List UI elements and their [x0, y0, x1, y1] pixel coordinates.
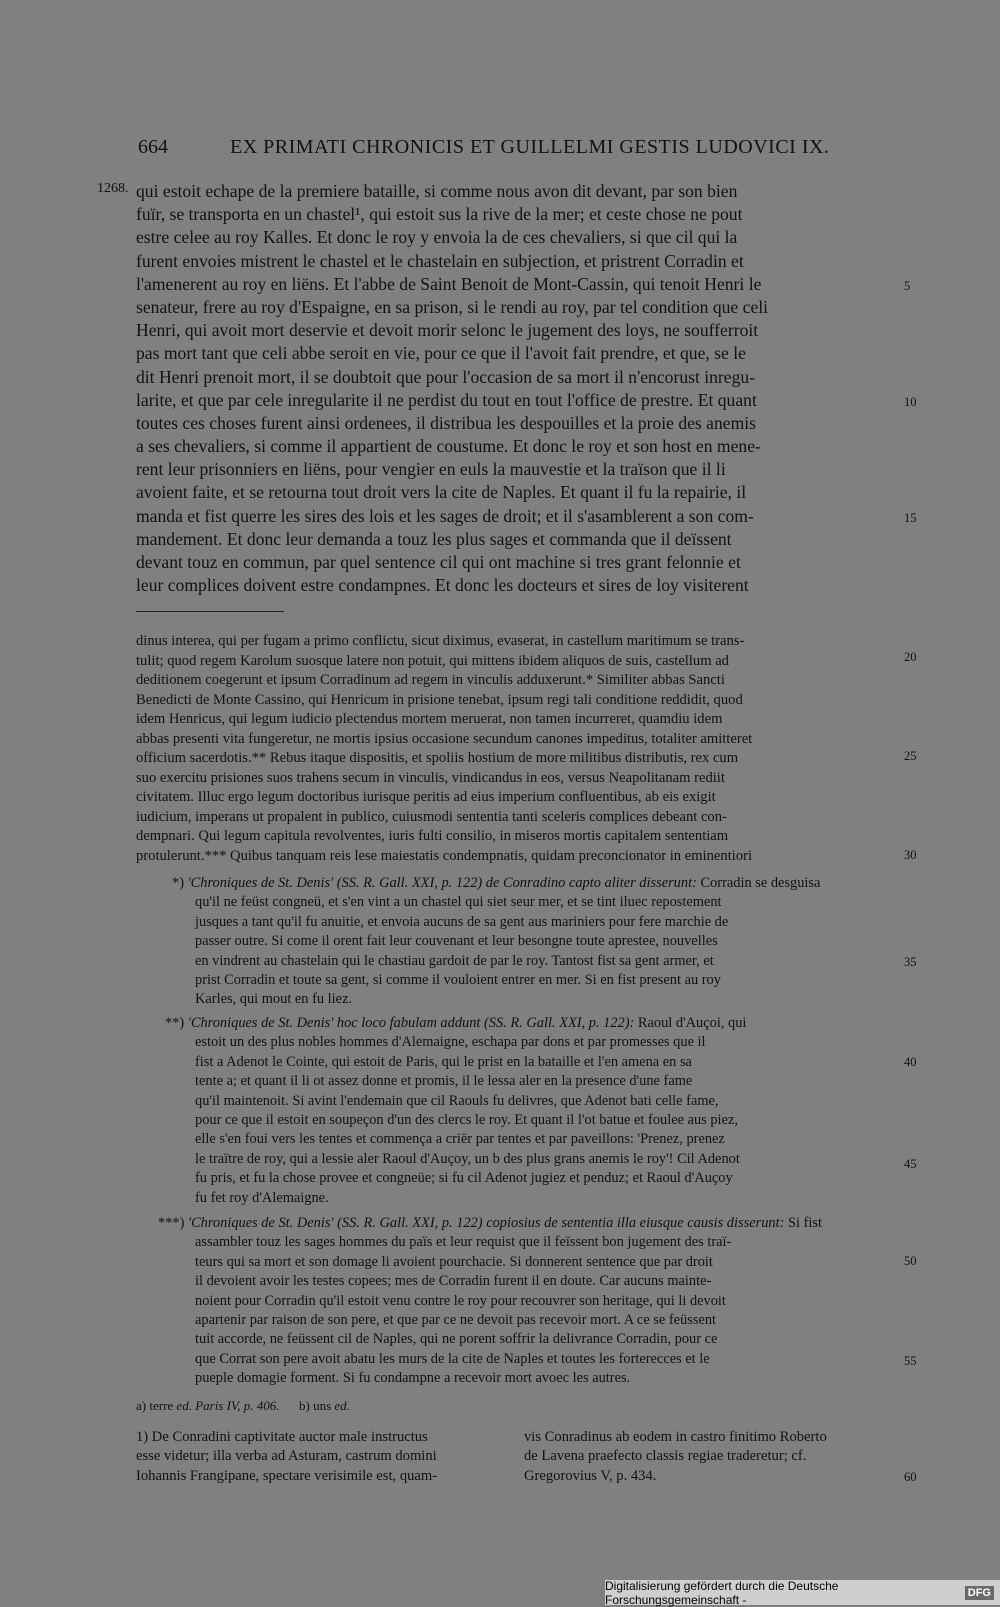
text-line: dempnari. Qui legum capitula revolventes, iuris fulti consilio, in miseros mortis capitalem sententiam [136, 828, 729, 844]
text-line: civitatem. Illuc ergo legum doctoribus iurisque peritis ad eius imperium confluentibus, ab eis exigit [136, 789, 716, 805]
footnote-1 [136, 874, 899, 1010]
footer-text: Digitalisierung gefördert durch die Deutsche Forschungsgemeinschaft - [605, 1578, 839, 1607]
text-line: vis Conradinus ab eodem in castro finitimo Roberto [524, 1429, 827, 1445]
line-number: 35 [904, 955, 917, 969]
text-line: 1) De Conradini captivitate auctor male instructus [136, 1429, 428, 1445]
dfg-logo: DFG [965, 1586, 994, 1600]
text-line: tuit accorde, ne feüssent cil de Naples, qui ne porent soffrir la delivrance Corradin, pour ce [195, 1331, 718, 1348]
text-line: avoient faite, et se retourna tout droit vers la cite de Naples. Et quant il fu la repairie, il [136, 482, 747, 503]
footnote-source: 'Chroniques de St. Denis' hoc loco fabulam addunt (SS. R. Gall. XXI, p. 122): [187, 1015, 635, 1031]
footnote-first-line [136, 1014, 899, 1033]
text-line: qu'il maintenoit. Si avint l'endemain que cil Raouls fu delivres, que Adenot bati celle fame, [195, 1092, 719, 1109]
running-title: EX PRIMATI CHRONICIS ET GUILLELMI GESTIS LUDOVICI IX. [230, 136, 830, 158]
line-number: 10 [904, 395, 917, 409]
variant-label: b) [298, 1398, 310, 1413]
text-line: elle s'en foui vers les tentes et commença a criër par tentes et par paveillons: 'Prenez, prenez [195, 1131, 725, 1148]
footnote-source: 'Chroniques de St. Denis' (SS. R. Gall. XXI, p. 122) de Conradino capto aliter disserunt: [187, 875, 697, 891]
line-number: 40 [904, 1055, 917, 1069]
latin-text [136, 632, 899, 866]
footnote-marker: **) [165, 1015, 185, 1031]
textual-variants [136, 1398, 350, 1414]
text-line: tente a; et quant il li ot assez donne et promis, il le lessa aler en la presence d'une fame [195, 1073, 693, 1090]
text-line: Benedicti de Monte Cassino, qui Henricum in prisione tenebat, ipsum regi tali conditione reddidit, quod [136, 691, 743, 708]
text-line: abbas presenti vita fungeretur, ne mortis ipsius occasione secundum canones impeditus, totaliter amitteret [136, 730, 753, 747]
separator-rule [136, 611, 284, 612]
text-line: idem Henricus, qui legum iudicio plectendus mortem meruerat, non tamen incurreret, quamdiu idem [136, 711, 723, 727]
text-line: estre celee au roy Kalles. Et donc le roy y envoia la de ces chevaliers, si que cil qui la [136, 227, 738, 248]
text-line: leur complices doivent estre condampnes. Et donc les docteurs et sires de loy visiterent [136, 575, 749, 596]
page-number: 664 [138, 136, 168, 158]
text-line: qui estoit echape de la premiere bataille, si comme nous avon dit devant, par son bien [136, 181, 738, 201]
footnote-text: Raoul d'Auçoi, qui [637, 1015, 747, 1031]
text-line: estoit un des plus nobles hommes d'Alemaigne, eschapa par dons et par promesses que il [195, 1034, 706, 1051]
footnote-marker: *) [172, 875, 184, 891]
text-line: senateur, frere au roy d'Espaigne, en sa prison, si le rendi au roy, par tel condition que celi [136, 296, 769, 317]
text-line: dit Henri prenoit mort, il se doubtoit que pour l'occasion de sa mort il n'encorust inregu- [136, 366, 756, 387]
footnote-text: Corradin se desguisa [700, 875, 821, 891]
text-line: fu pris, et fu la chose provee et congneüe; si fu cil Adenot jugiez et penduz; et Raoul d'Auçoy [195, 1170, 733, 1187]
text-line: larite, et que par cele inregularite il ne perdist du tout en tout l'office de prestre. Et quant [136, 389, 757, 410]
text-line: suo exercitu prisiones suos trahens secum in vinculis, vindicandus in eos, versus Neapolitanam rediit [136, 769, 725, 786]
text-line: assambler touz les sages hommes du païs et leur requist que il feïssent bon jugement des traï- [195, 1234, 732, 1251]
text-line: fu fet roy d'Alemaigne. [195, 1189, 329, 1206]
text-line: l'amenerent au roy en liëns. Et l'abbe de Saint Benoit de Mont-Cassin, qui tenoit Henri le [136, 273, 762, 294]
text-line: tulit; quod regem Karolum suosque latere non potuit, qui mittens ibidem aliquos de suis, castellum ad [136, 652, 729, 669]
footnote-marker: ***) [158, 1215, 185, 1231]
line-number: 55 [904, 1354, 917, 1368]
editorial-note-right [524, 1428, 899, 1486]
text-line: rent leur prisonniers en liëns, pour vengier en euls la mauvestie et la traïson que il li [136, 459, 726, 480]
footnote-first-line [136, 874, 899, 893]
text-line: protulerunt.*** Quibus tanquam reis lese maiestatis condempnatis, quidam preconcionator in eminentiori [136, 847, 753, 864]
text-line: esse videtur; illa verba ad Asturam, castrum domini [136, 1448, 437, 1465]
text-line: qu'il ne feüst congneü, et s'en vint a un chastel qui siet seur mer, et se tint iluec repostement [195, 894, 722, 911]
text-line: pas mort tant que celi abbe seroit en vie, pour ce que il l'avoit fait prendre, et que, se le [136, 343, 746, 364]
text-line: fist a Adenot le Cointe, qui estoit de Paris, qui le prist en la bataille et l'en amena en sa [195, 1053, 692, 1070]
text-line: Iohannis Frangipane, spectare verisimile est, quam- [136, 1467, 438, 1484]
text-line: passer outre. Si come il orent fait leur couvenant et leur besongne toute aprestee, nouvelles [195, 933, 718, 950]
line-number: 5 [904, 279, 911, 293]
text-line: en vindrent au chastelain qui le chastiau gardoit de par le roy. Tantost fist sa gent armer, et [195, 952, 714, 969]
text-line: pour ce que il estoit en soupeçon d'un des clercs le roy. Et quant il l'ot batue et foulee aus piez, [195, 1111, 738, 1128]
text-line: deditionem coegerunt et ipsum Corradinum ad regem in vinculis adduxerunt.* Similiter abbas Sancti [136, 672, 725, 688]
footnote-source: 'Chroniques de St. Denis' (SS. R. Gall. XXI, p. 122) copiosius de sententia illa eiusque causis disserunt: [188, 1215, 785, 1231]
editorial-note-left [136, 1428, 506, 1486]
text-line: fuïr, se transporta en un chastel¹, qui estoit sus la rive de la mer; et ceste chose ne pout [136, 204, 743, 225]
text-line: Henri, qui avoit mort deservie et devoit morir selonc le jugement des loys, ne soufferroit [136, 320, 759, 341]
text-line: apartenir par raison de son pere, et que par ce ne devoit pas recevoir mort. A ce se feüssent [195, 1311, 717, 1328]
text-line: furent envoies mistrent le chastel et le chastelain en subjection, et pristrent Corradin et [136, 250, 744, 271]
text-line: mandement. Et donc leur demanda a touz les plus sages et commanda que il deïssent [136, 528, 732, 549]
text-line: il devoient avoir les testes copees; mes de Corradin furent il en doute. Car aucuns mainte- [195, 1273, 712, 1290]
line-number: 50 [904, 1254, 917, 1268]
text-line: le traïtre de roy, qui a lessie aler Raoul d'Auçoy, un b des plus grans anemis le roy'! Cil Adenot [195, 1150, 740, 1167]
line-number: 30 [904, 848, 917, 862]
main-text [136, 180, 899, 597]
text-line: devant touz en commun, par quel sentence cil qui ont machine si tres grant felonnie et [136, 552, 741, 572]
line-number: 15 [904, 511, 917, 525]
text-line: dinus interea, qui per fugam a primo conflictu, sicut diximus, evaserat, in castellum maritimum se trans- [136, 633, 745, 649]
text-line: Karles, qui mout en fu liez. [195, 991, 353, 1008]
text-line: Gregorovius V, p. 434. [524, 1467, 657, 1484]
line-number: 60 [904, 1470, 917, 1484]
text-line: pueple domagie forment. Si fu condampne a recevoir mort avoec les autres. [195, 1370, 631, 1387]
digitization-footer [605, 1580, 1000, 1605]
text-line: jusques a tant qu'il fu anuitie, et envoia aucuns de sa gent aus mariniers pour fere marchie de [195, 913, 729, 930]
variant-lemma: uns [313, 1398, 332, 1413]
text-line: a ses chevaliers, si comme il appartient de coustume. Et donc le roy et son host en mene- [136, 436, 761, 457]
footnote-text: Si fist [787, 1215, 822, 1231]
text-line: teurs qui sa mort et son domage li avoient pourchacie. Si donnerent sentence que par droit [195, 1253, 713, 1270]
variant-label: a) [136, 1398, 147, 1413]
variant-source: ed. Paris IV, p. 406. [176, 1398, 280, 1413]
text-line: noient pour Corradin qu'il estoit venu contre le roy pour recouvrer son heritage, qui li devoit [195, 1292, 726, 1309]
footnote-2 [136, 1014, 899, 1208]
line-number: 25 [904, 749, 917, 763]
text-line: prist Corradin et toute sa gent, si comme il vouloient entrer en mer. Si en fist present au roy [195, 971, 721, 988]
variant-lemma: terre [149, 1398, 174, 1413]
year-marginal: 1268. [97, 181, 129, 196]
text-line: toutes ces choses furent ainsi ordenees, il distribua les despouilles et la proie des anemis [136, 412, 757, 433]
line-number: 20 [904, 650, 917, 664]
line-number: 45 [904, 1157, 917, 1171]
text-line: manda et fist querre les sires des lois et les sages de droit; et il s'asamblerent a son com- [136, 505, 754, 526]
footnote-first-line [136, 1214, 899, 1233]
variant-source: ed. [334, 1398, 350, 1413]
text-line: iudicium, imperans ut propalent in publico, cuiusmodi sententia tanti sceleris complices debeant con- [136, 808, 727, 825]
text-line: de Lavena praefecto classis regiae traderetur; cf. [524, 1448, 807, 1465]
text-line: officium sacerdotis.** Rebus itaque dispositis, et spoliis hostium de more militibus distributis, rex cum [136, 750, 739, 766]
footnote-3 [136, 1214, 899, 1389]
text-line: que Corrat son pere avoit abatu les murs de la cite de Naples et toutes les forterecces et le [195, 1350, 710, 1367]
